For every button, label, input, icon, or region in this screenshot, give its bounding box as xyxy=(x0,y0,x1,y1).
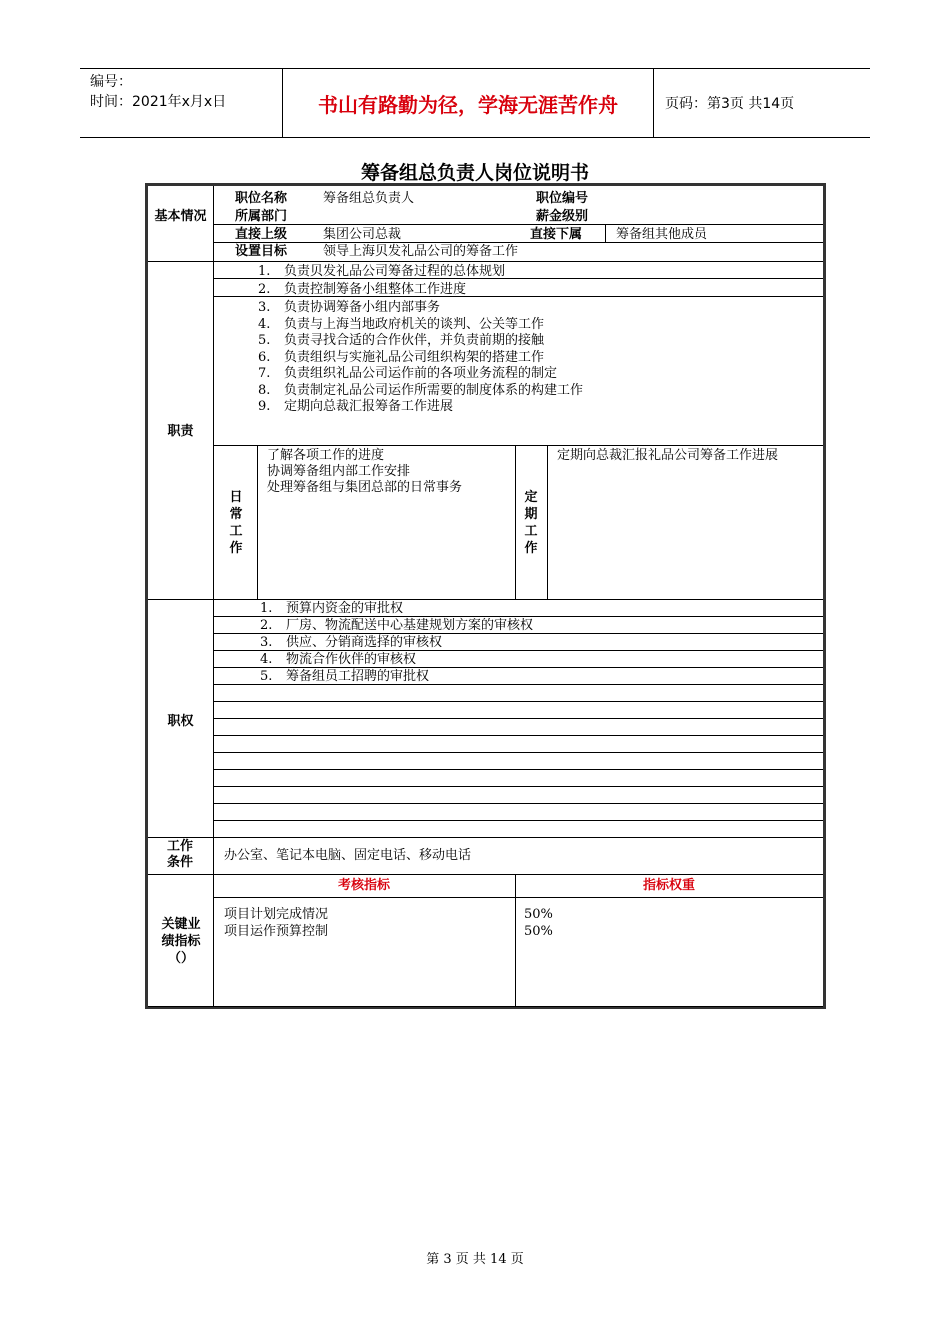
authority-item xyxy=(260,618,533,634)
goal-label: 设置目标 xyxy=(235,244,288,259)
doc-time-label: 时间：2021年x月x日 xyxy=(90,94,227,110)
salary-label: 薪金级别 xyxy=(536,209,589,224)
authority-row-line xyxy=(213,803,823,804)
authority-row-line xyxy=(213,752,823,753)
page-footer: 第 3 页 共 14 页 xyxy=(426,1252,524,1267)
duty-item-number: 7. xyxy=(258,366,271,381)
kpi-col-indicator: 考核指标 xyxy=(337,878,390,893)
doc-number-label: 编号： xyxy=(90,74,132,90)
duty-item-number: 9. xyxy=(258,399,271,414)
authority-item xyxy=(260,652,416,668)
authority-row-line xyxy=(213,820,823,821)
position-no-label: 职位编号 xyxy=(536,191,589,206)
duty-item-text: 负责组织礼品公司运作前的各项业务流程的制定 xyxy=(284,366,558,381)
authority-row-line xyxy=(213,769,823,770)
authority-row-line xyxy=(213,786,823,787)
duty-item-text: 负责与上海当地政府机关的谈判、公关等工作 xyxy=(284,317,545,332)
kpi-row-1-weight: 50% xyxy=(524,907,553,922)
kpi-row-2-weight: 50% xyxy=(524,924,553,939)
department-label: 所属部门 xyxy=(235,209,288,224)
duty-item xyxy=(258,264,505,280)
authority-item-text: 筹备组员工招聘的审批权 xyxy=(286,669,430,684)
position-name-value: 筹备组总负责人 xyxy=(323,191,415,206)
authority-row-line xyxy=(213,735,823,736)
duty-item-text: 负责协调筹备小组内部事务 xyxy=(284,300,441,315)
duty-item-text: 负责寻找合适的合作伙伴，并负责前期的接触 xyxy=(284,333,545,348)
duty-item xyxy=(258,383,583,399)
authority-item-text: 供应、分销商选择的审核权 xyxy=(286,635,443,650)
duty-item xyxy=(258,399,453,415)
periodic-line-1: 定期向总裁汇报礼品公司筹备工作进展 xyxy=(557,448,779,463)
kpi-col-weight: 指标权重 xyxy=(642,878,695,893)
duty-item-number: 8. xyxy=(258,383,271,398)
kpi-row-1-indicator: 项目计划完成情况 xyxy=(224,907,329,922)
duty-item-number: 3. xyxy=(258,300,271,315)
authority-item-text: 预算内资金的审批权 xyxy=(286,601,404,616)
duty-item-number: 5. xyxy=(258,333,271,348)
duty-item xyxy=(258,366,557,382)
header-slogan: 书山有路勤为径，学海无涯苦作舟 xyxy=(283,69,654,137)
duty-item-number: 6. xyxy=(258,350,271,365)
authority-item xyxy=(260,669,429,685)
duty-item-text: 负责控制筹备小组整体工作进度 xyxy=(284,282,467,297)
duty-item xyxy=(258,317,544,333)
duty-item xyxy=(258,282,466,298)
duty-item xyxy=(258,300,440,316)
duty-item-text: 定期向总裁汇报筹备工作进展 xyxy=(284,399,454,414)
daily-work-label: 日常工作 xyxy=(229,490,243,556)
duty-item-text: 负责制定礼品公司运作所需要的制度体系的构建工作 xyxy=(284,383,584,398)
header-meta xyxy=(80,69,283,137)
section-conditions-label: 工作条件 xyxy=(166,839,193,870)
duty-item-number: 2. xyxy=(258,282,271,297)
authority-item-number: 4. xyxy=(260,652,273,667)
authority-item-number: 5. xyxy=(260,669,273,684)
job-description-table xyxy=(145,183,826,1009)
section-duties-label: 职责 xyxy=(167,424,194,439)
authority-item-text: 厂房、物流配送中心基建规划方案的审核权 xyxy=(286,618,534,633)
subordinate-label: 直接下属 xyxy=(530,227,583,242)
subordinate-value: 筹备组其他成员 xyxy=(616,227,708,242)
authority-row-line xyxy=(213,701,823,702)
conditions-text: 办公室、笔记本电脑、固定电话、移动电话 xyxy=(224,848,472,863)
authority-item xyxy=(260,601,403,617)
authority-item-number: 1. xyxy=(260,601,273,616)
authority-item-text: 物流合作伙伴的审核权 xyxy=(286,652,417,667)
daily-line-2: 协调筹备组内部工作安排 xyxy=(267,464,411,479)
page-header xyxy=(80,68,870,138)
duty-item-number: 4. xyxy=(258,317,271,332)
authority-item-number: 3. xyxy=(260,635,273,650)
duty-item-text: 负责贝发礼品公司筹备过程的总体规划 xyxy=(284,264,506,279)
authority-row-line xyxy=(213,718,823,719)
daily-line-3: 处理筹备组与集团总部的日常事务 xyxy=(267,480,463,495)
kpi-row-2-indicator: 项目运作预算控制 xyxy=(224,924,329,939)
goal-value: 领导上海贝发礼品公司的筹备工作 xyxy=(323,244,519,259)
header-page-label: 页码：第3页 共14页 xyxy=(665,96,795,112)
position-name-label: 职位名称 xyxy=(235,191,288,206)
daily-line-1: 了解各项工作的进度 xyxy=(267,448,385,463)
duty-item-text: 负责组织与实施礼品公司组织构架的搭建工作 xyxy=(284,350,545,365)
superior-value: 集团公司总裁 xyxy=(323,227,402,242)
periodic-work-label: 定期工作 xyxy=(524,490,538,556)
authority-item xyxy=(260,635,442,651)
superior-label: 直接上级 xyxy=(235,227,288,242)
duty-item xyxy=(258,350,544,366)
authority-item-number: 2. xyxy=(260,618,273,633)
duty-item xyxy=(258,333,544,349)
section-basic-label: 基本情况 xyxy=(154,209,207,224)
duty-item-number: 1. xyxy=(258,264,271,279)
document-title: 筹备组总负责人岗位说明书 xyxy=(360,162,589,184)
section-authority-label: 职权 xyxy=(167,714,194,729)
section-kpi-label: 关键业绩指标（） xyxy=(161,917,201,966)
